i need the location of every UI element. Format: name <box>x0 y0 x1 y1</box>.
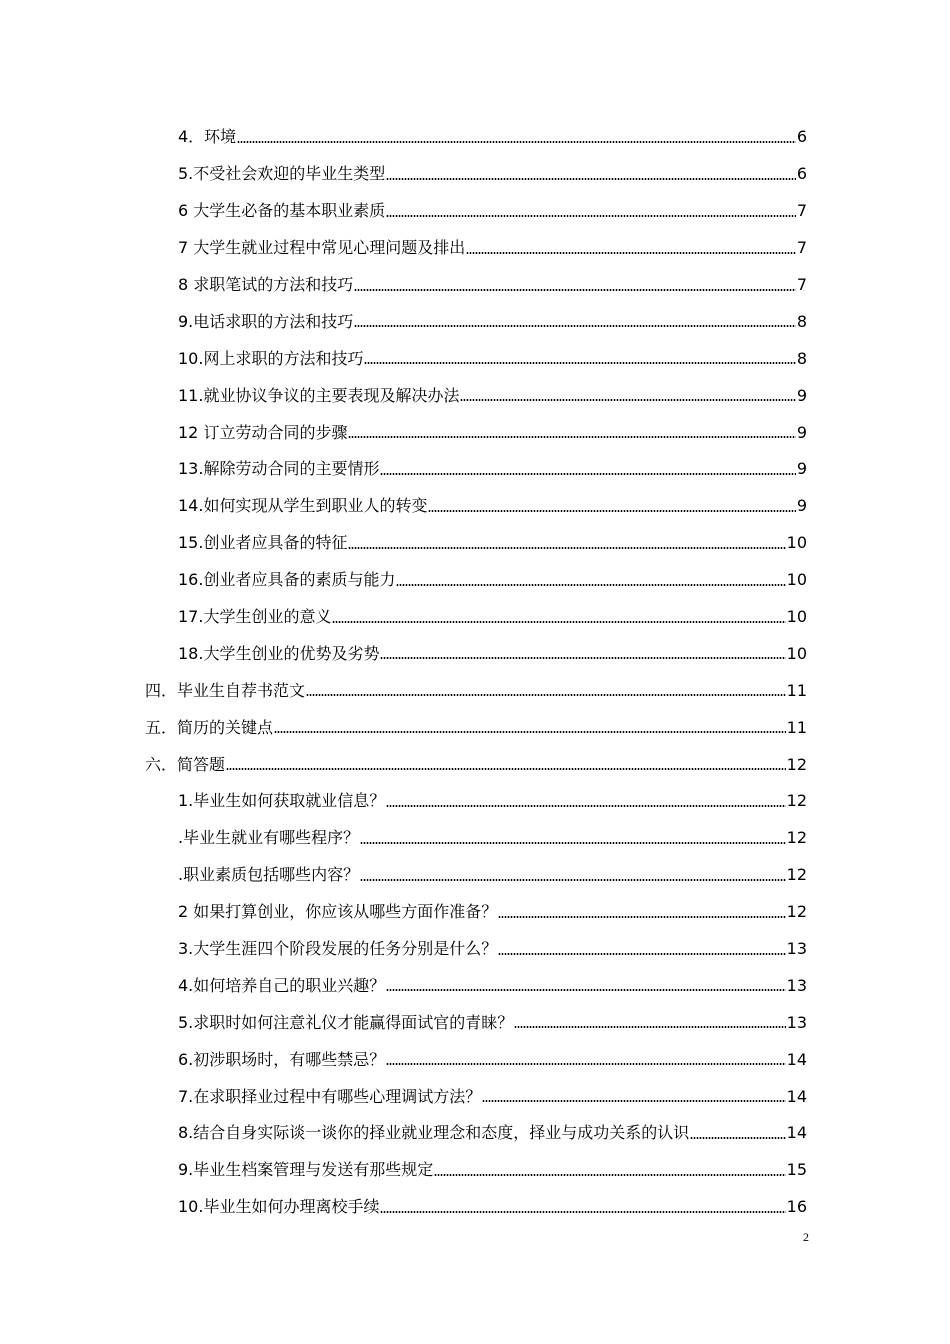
toc-entry-label: 16.创业者应具备的素质与能力 <box>178 570 396 590</box>
toc-dot-leader <box>498 916 785 918</box>
toc-entry-label: 15.创业者应具备的特征 <box>178 533 348 553</box>
toc-entry-label: 2 如果打算创业，你应该从哪些方面作准备？ <box>178 902 498 922</box>
toc-entry-label: .毕业生就业有哪些程序？ <box>178 828 360 848</box>
toc-entry-page-number: 12 <box>786 828 807 848</box>
toc-entry-page-number: 9 <box>796 385 807 405</box>
toc-dot-leader <box>354 325 796 327</box>
toc-dot-leader <box>380 657 785 659</box>
toc-entry-label: 4．环境 <box>178 127 237 147</box>
toc-entry-label: 1.毕业生如何获取就业信息？ <box>178 791 386 811</box>
toc-entry-page-number: 16 <box>786 1197 807 1217</box>
toc-entry-page-number: 7 <box>796 275 807 294</box>
toc-entry[interactable] <box>178 156 807 193</box>
toc-entry-label: 12 订立劳动合同的步骤 <box>178 422 348 442</box>
toc-entry[interactable] <box>178 599 807 636</box>
toc-dot-leader <box>482 1100 785 1102</box>
toc-entry-label: 3.大学生涯四个阶段发展的任务分别是什么？ <box>178 939 498 959</box>
toc-entry[interactable] <box>178 303 807 340</box>
toc-entry-label: 9.毕业生档案管理与发送有那些规定 <box>178 1160 434 1180</box>
toc-entry-page-number: 8 <box>796 311 807 331</box>
toc-entry-label: 四．毕业生自荐书范文 <box>145 680 306 700</box>
toc-dot-leader <box>498 953 785 955</box>
table-of-contents <box>0 119 950 1226</box>
toc-dot-leader <box>360 842 786 844</box>
toc-dot-leader <box>396 584 785 586</box>
toc-entry[interactable] <box>178 340 807 377</box>
toc-entry-page-number: 6 <box>796 127 807 147</box>
toc-dot-leader <box>380 473 795 475</box>
toc-entry[interactable] <box>178 414 807 451</box>
toc-entry[interactable] <box>178 562 807 599</box>
toc-dot-leader <box>460 399 795 401</box>
toc-entry-label: 7 大学生就业过程中常见心理问题及排出 <box>178 238 466 258</box>
toc-entry-label: 18.大学生创业的优势及劣势 <box>178 643 380 663</box>
toc-dot-leader <box>386 1063 785 1065</box>
toc-entry-page-number: 12 <box>786 902 807 922</box>
toc-entry-label: 14.如何实现从学生到职业人的转变 <box>178 496 428 516</box>
toc-entry-label: .职业素质包括哪些内容？ <box>178 865 360 885</box>
toc-entry[interactable] <box>178 635 807 672</box>
toc-entry-label: 7.在求职择业过程中有哪些心理调试方法？ <box>178 1086 482 1106</box>
toc-entry-page-number: 11 <box>786 680 807 700</box>
toc-entry[interactable] <box>178 967 807 1004</box>
toc-entry-page-number: 9 <box>796 496 807 516</box>
toc-entry-page-number: 13 <box>786 939 807 959</box>
toc-dot-leader <box>434 1174 785 1176</box>
toc-entry[interactable] <box>178 820 807 857</box>
toc-entry-page-number: 12 <box>786 865 807 885</box>
toc-entry[interactable] <box>178 1115 807 1152</box>
toc-dot-leader <box>466 252 796 254</box>
toc-entry-label: 6.初涉职场时，有哪些禁忌？ <box>178 1049 386 1069</box>
toc-entry[interactable] <box>178 857 807 894</box>
toc-entry-page-number: 12 <box>786 791 807 811</box>
toc-dot-leader <box>332 621 785 623</box>
toc-entry[interactable] <box>145 672 807 709</box>
toc-entry[interactable] <box>178 931 807 968</box>
toc-entry-page-number: 14 <box>786 1123 807 1143</box>
toc-entry-label: 11.就业协议争议的主要表现及解决办法 <box>178 385 460 405</box>
toc-entry-label: 6 大学生必备的基本职业素质 <box>178 201 386 221</box>
toc-entry[interactable] <box>178 783 807 820</box>
toc-entry[interactable] <box>178 119 807 156</box>
toc-entry-label: 六．简答题 <box>145 754 226 774</box>
toc-entry[interactable] <box>145 709 807 746</box>
toc-dot-leader <box>237 141 796 143</box>
toc-entry-label: 五．简历的关键点 <box>145 717 274 737</box>
toc-entry[interactable] <box>178 1152 807 1189</box>
toc-entry-page-number: 14 <box>786 1049 807 1069</box>
toc-entry-page-number: 10 <box>786 570 807 590</box>
toc-entry-label: 5.不受社会欢迎的毕业生类型 <box>178 164 386 184</box>
toc-dot-leader <box>386 178 796 180</box>
toc-entry-page-number: 7 <box>796 238 807 258</box>
toc-entry-page-number: 6 <box>796 164 807 184</box>
toc-entry-page-number: 9 <box>796 459 807 479</box>
toc-entry-page-number: 12 <box>786 754 807 774</box>
toc-entry-label: 17.大学生创业的意义 <box>178 607 332 627</box>
toc-dot-leader <box>514 1026 785 1028</box>
toc-entry[interactable] <box>145 746 807 783</box>
toc-entry[interactable] <box>178 1004 807 1041</box>
toc-entry-label: 9.电话求职的方法和技巧 <box>178 311 354 331</box>
toc-entry-page-number: 13 <box>786 1012 807 1032</box>
toc-entry[interactable] <box>178 1189 807 1226</box>
toc-dot-leader <box>226 768 786 770</box>
toc-entry-page-number: 8 <box>796 348 807 368</box>
toc-dot-leader <box>380 1211 785 1213</box>
toc-dot-leader <box>690 1137 785 1139</box>
toc-entry-label: 10.网上求职的方法和技巧 <box>178 348 364 368</box>
toc-entry[interactable] <box>178 267 807 304</box>
toc-entry[interactable] <box>178 1078 807 1115</box>
toc-dot-leader <box>354 289 796 291</box>
toc-dot-leader <box>360 879 786 881</box>
toc-dot-leader <box>364 362 795 364</box>
toc-entry[interactable] <box>178 377 807 414</box>
toc-entry[interactable] <box>178 894 807 931</box>
toc-entry-page-number: 10 <box>786 607 807 627</box>
toc-entry-page-number: 13 <box>786 975 807 995</box>
toc-dot-leader <box>386 215 796 217</box>
toc-entry-label: 8.结合自身实际谈一谈你的择业就业理念和态度，择业与成功关系的认识 <box>178 1123 690 1143</box>
toc-entry-page-number: 9 <box>796 422 807 442</box>
toc-dot-leader <box>348 436 795 438</box>
toc-entry-label: 13.解除劳动合同的主要情形 <box>178 459 380 479</box>
page-number: 2 <box>803 1230 809 1244</box>
toc-entry-label: 4.如何培养自己的职业兴趣？ <box>178 975 386 995</box>
toc-entry-label: 10.毕业生如何办理离校手续 <box>178 1197 380 1217</box>
toc-entry[interactable] <box>178 230 807 267</box>
toc-dot-leader <box>348 547 785 549</box>
toc-entry-label: 5.求职时如何注意礼仪才能赢得面试官的青睐？ <box>178 1012 514 1032</box>
toc-dot-leader <box>428 510 795 512</box>
toc-entry[interactable] <box>178 193 807 230</box>
toc-entry-page-number: 14 <box>786 1086 807 1106</box>
toc-entry-page-number: 11 <box>786 717 807 737</box>
toc-entry[interactable] <box>178 451 807 488</box>
toc-entry[interactable] <box>178 525 807 562</box>
toc-dot-leader <box>386 805 785 807</box>
toc-dot-leader <box>306 694 786 696</box>
toc-dot-leader <box>386 989 785 991</box>
toc-dot-leader <box>274 731 786 733</box>
toc-entry-page-number: 10 <box>786 533 807 553</box>
toc-entry[interactable] <box>178 1041 807 1078</box>
toc-entry-label: 8 求职笔试的方法和技巧 <box>178 275 354 294</box>
toc-entry-page-number: 10 <box>786 643 807 663</box>
toc-entry-page-number: 15 <box>786 1160 807 1180</box>
toc-entry-page-number: 7 <box>796 201 807 221</box>
toc-entry[interactable] <box>178 488 807 525</box>
